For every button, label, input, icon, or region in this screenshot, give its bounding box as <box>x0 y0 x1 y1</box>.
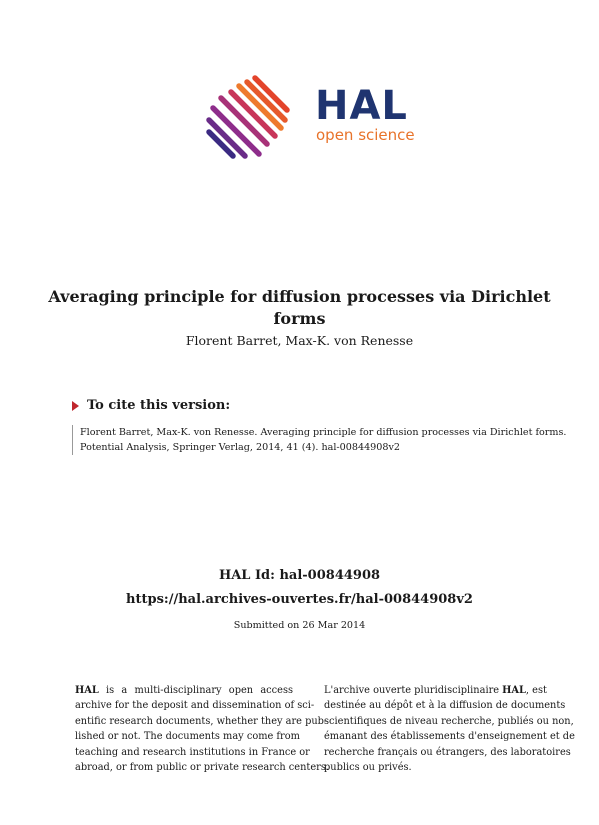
disclaimer-en-hal: HAL <box>75 685 99 696</box>
disclaimer-fr-line: destinée au dépôt et à la diffusion de documents <box>324 700 566 712</box>
disclaimer-en-line: entific research documents, whether they are pub- <box>75 715 328 727</box>
citation-line-2: Potential Analysis, Springer Verlag, 2014, 41 (4). hal-00844908v2 <box>80 442 401 453</box>
disclaimer-fr-line: émanant des établissements d'enseignement et de <box>324 731 575 743</box>
disclaimer-fr-line: recherche français ou étrangers, des laboratoires <box>324 746 571 758</box>
triangle-right-icon <box>72 401 79 411</box>
hal-url[interactable]: https://hal.archives-ouvertes.fr/hal-00844908v2 <box>126 592 473 607</box>
disclaimer-fr-line: scientifiques de niveau recherche, publiés ou non, <box>324 715 574 727</box>
hal-id: HAL Id: hal-00844908 <box>218 568 381 583</box>
disclaimer-en-line: lished or not. The documents may come from <box>75 731 300 743</box>
paper-title-line-2: forms <box>273 309 326 328</box>
disclaimer-en-line: teaching and research institutions in France or <box>75 746 310 758</box>
citation-block <box>72 425 580 455</box>
cite-heading <box>72 398 230 413</box>
disclaimer-french <box>324 683 575 775</box>
hal-logo <box>203 72 443 164</box>
logo-hal-text: HAL <box>315 83 408 129</box>
disclaimer-en-line-text: is a multi-disciplinary open access <box>98 685 293 696</box>
disclaimer-en-line: abroad, or from public or private research centers. <box>75 762 329 774</box>
disclaimer-english <box>75 683 329 775</box>
disclaimer-fr-line: publics ou privés. <box>324 762 412 774</box>
paper-title <box>40 286 559 330</box>
disclaimer-fr-after: , est <box>525 685 547 696</box>
paper-authors: Florent Barret, Max-K. von Renesse <box>185 333 414 348</box>
disclaimer-en-line: archive for the deposit and dissemination of sci- <box>75 700 315 712</box>
disclaimer-fr-before: L'archive ouverte pluridisciplinaire <box>324 685 503 696</box>
disclaimer-en-line <box>75 683 293 698</box>
logo-subtitle: open science <box>316 126 415 144</box>
disclaimer-fr-hal: HAL <box>502 685 526 696</box>
submission-date: Submitted on 26 Mar 2014 <box>233 620 366 631</box>
paper-title-line-1: Averaging principle for diffusion processes via Dirichlet <box>48 287 551 306</box>
cite-heading-text: To cite this version: <box>87 398 231 413</box>
disclaimer-fr-line <box>324 683 547 698</box>
hal-open-science-logo-icon <box>203 72 293 164</box>
citation-line-1: Florent Barret, Max-K. von Renesse. Averaging principle for diffusion processes via Dirichlet forms. <box>80 427 567 438</box>
